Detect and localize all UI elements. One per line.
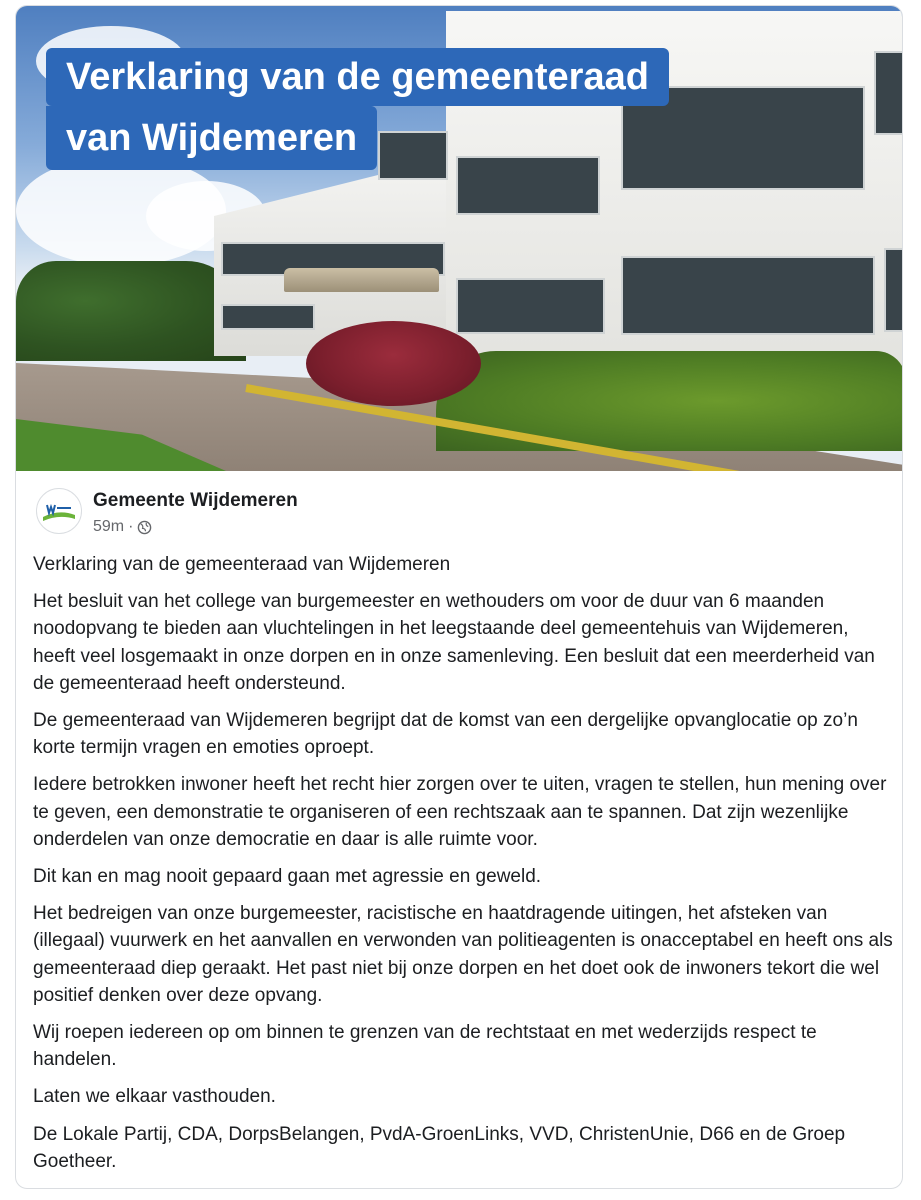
trees xyxy=(16,261,246,361)
post-paragraph-heading: Verklaring van de gemeenteraad van Wijdemeren xyxy=(33,554,451,575)
building-window xyxy=(378,131,448,180)
banner-title-line2: van Wijdemeren xyxy=(46,106,377,170)
building-window xyxy=(456,156,600,215)
building-window xyxy=(456,278,605,334)
post-paragraph: Iedere betrokken inwoner heeft het recht hier zorgen over te uiten, vragen te stellen, hun mening over te geven, een demonstratie te organiseren of een rechtszaak aan te spannen. Dat zijn wezenlijke onderdelen van onze democratie en daar is alle ruimte voor. xyxy=(33,774,887,850)
red-bush xyxy=(306,321,481,406)
post-paragraph: Laten we elkaar vasthouden. xyxy=(33,1086,276,1108)
post-paragraph-signatories: De Lokale Partij, CDA, DorpsBelangen, PvdA-GroenLinks, VVD, ChristenUnie, D66 en de Groep Goetheer. xyxy=(33,1123,846,1172)
meta-separator: · xyxy=(128,518,134,535)
post-paragraph: Wij roepen iedereen op om binnen te grenzen van de rechtstaat en met wederzijds respect te handelen. xyxy=(33,1022,817,1071)
post-card xyxy=(15,5,903,1189)
post-meta xyxy=(93,518,152,536)
building-window xyxy=(874,51,903,135)
building-window xyxy=(884,248,903,332)
building-window xyxy=(621,256,875,335)
post-time[interactable]: 59m xyxy=(93,518,125,535)
post-image[interactable] xyxy=(16,6,903,471)
banner-title-line1: Verklaring van de gemeenteraad xyxy=(46,48,669,106)
post-paragraph: Dit kan en mag nooit gepaard gaan met agressie en geweld. xyxy=(33,866,542,888)
post-paragraph: Het besluit van het college van burgemeester en wethouders om voor de duur van 6 maanden noodopvang te bieden aan vluchtelingen in het leegstaande deel gemeentehuis van Wijdemeren, heeft veel losgemaakt in onze dorpen en in onze samenleving. Een besluit dat een meerderheid van de gemeenteraad heeft ondersteund. xyxy=(33,591,875,694)
building-window xyxy=(221,304,315,330)
globe-icon[interactable] xyxy=(137,520,152,535)
avatar[interactable] xyxy=(36,488,82,534)
post-paragraph: Het bedreigen van onze burgemeester, racistische en haatdragende uitingen, het afsteken van (illegaal) vuurwerk en het aanvallen en verwonden van politieagenten is onacceptabel en heeft ons als gemeenteraad diep geraakt. Het past niet bij onze dorpen en het doet ook de inwoners tekort die wel positief denken over deze opvang. xyxy=(33,903,893,1006)
page-name-link[interactable]: Gemeente Wijdemeren xyxy=(93,490,298,511)
municipality-logo-icon xyxy=(37,489,81,533)
post-text xyxy=(33,551,893,1185)
entrance-canopy xyxy=(284,268,439,292)
post-paragraph: De gemeenteraad van Wijdemeren begrijpt dat de komst van een dergelijke opvanglocatie op zo’n korte termijn vragen en emoties oproept. xyxy=(33,710,858,759)
